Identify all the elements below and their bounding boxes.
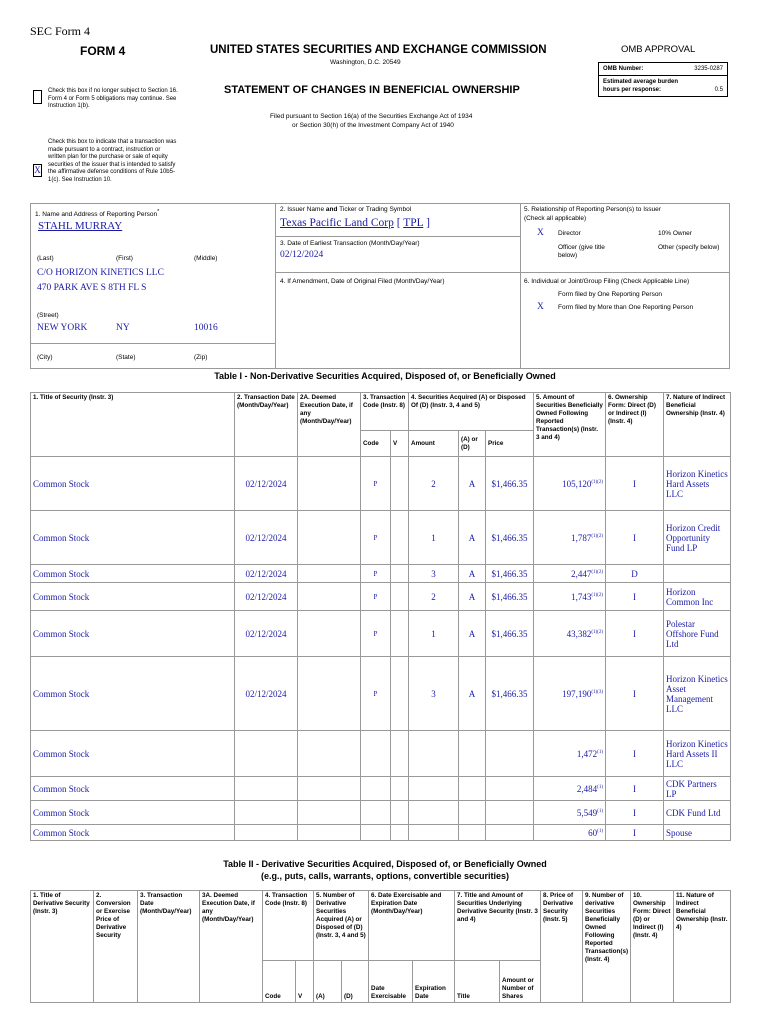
t1-col-acquired: 4. Securities Acquired (A) or Disposed Of (D) (Instr. 3, 4 and 5): [409, 393, 534, 431]
ownership-form: I: [606, 583, 664, 611]
footnote-ref[interactable]: (1): [597, 828, 604, 834]
zip-value: 10016: [194, 323, 218, 333]
price: $1,466.35: [486, 583, 534, 611]
v-flag: [391, 611, 409, 657]
reporting-person-label: 1. Name and Address of Reporting Person*: [35, 209, 160, 219]
transaction-date: 02/12/2024: [235, 583, 298, 611]
nature-of-ownership: CDK Fund Ltd: [664, 801, 731, 825]
t2-col-nature: 11. Nature of Indirect Beneficial Ownership (Instr. 4): [674, 891, 731, 1003]
footnote-ref[interactable]: (1)(2): [591, 479, 604, 485]
acquired-disposed: A: [459, 511, 486, 565]
table-row: [31, 565, 731, 583]
footnote-ref[interactable]: (1): [597, 784, 604, 790]
deemed-date: [298, 565, 361, 583]
state-value: NY: [116, 323, 130, 333]
acquired-disposed: [459, 801, 486, 825]
price: $1,466.35: [486, 565, 534, 583]
ownership-form: I: [606, 777, 664, 801]
acquired-disposed: A: [459, 457, 486, 511]
acquired-disposed: [459, 731, 486, 777]
t2-col-date: 3. Transaction Date (Month/Day/Year): [138, 891, 200, 1003]
ownership-form: I: [606, 457, 664, 511]
deemed-date: [298, 657, 361, 731]
owned-following: $197,190^{(1)(3)}$: [534, 657, 606, 731]
acquired-disposed: A: [459, 583, 486, 611]
deemed-date: [298, 611, 361, 657]
deemed-date: [298, 583, 361, 611]
street-label: (Street): [37, 312, 59, 319]
security-title: Common Stock: [31, 657, 235, 731]
table-row: [31, 611, 731, 657]
amendment-label: 4. If Amendment, Date of Original Filed (Month/Day/Year): [280, 278, 445, 285]
security-title: Common Stock: [31, 731, 235, 777]
t2-sub-code: Code: [263, 961, 296, 1003]
acquired-disposed: [459, 825, 486, 841]
nature-of-ownership: Horizon Kinetics Hard Assets LLC: [664, 457, 731, 511]
table-row: [31, 825, 731, 841]
hours-value: 0.5: [714, 87, 723, 93]
footnote-ref[interactable]: (1)(3): [591, 689, 604, 695]
security-title: Common Stock: [31, 565, 235, 583]
t1-sub-aord: (A) or (D): [459, 431, 486, 457]
t2-sub-exp: Expiration Date: [413, 961, 455, 1003]
amount: 1: [409, 611, 459, 657]
transaction-date: 02/12/2024: [235, 657, 298, 731]
t2-sub-v: V: [296, 961, 314, 1003]
transaction-date: [235, 777, 298, 801]
owned-following: $2,447^{(1)(2)}$: [534, 565, 606, 583]
security-title: Common Stock: [31, 611, 235, 657]
price: $1,466.35: [486, 657, 534, 731]
owned-following: $1,743^{(1)(2)}$: [534, 583, 606, 611]
v-flag: [391, 801, 409, 825]
nature-of-ownership: Horizon Kinetics Hard Assets II LLC: [664, 731, 731, 777]
t1-col-form: 6. Ownership Form: Direct (D) or Indirect (I) (Instr. 4): [606, 393, 664, 457]
acquired-disposed: A: [459, 657, 486, 731]
price: $1,466.35: [486, 457, 534, 511]
transaction-code: P: [361, 657, 391, 731]
transaction-date: 02/12/2024: [235, 457, 298, 511]
officer-label: Officer (give title below): [558, 244, 605, 259]
nature-of-ownership: CDK Partners LP: [664, 777, 731, 801]
v-flag: [391, 825, 409, 841]
t2-col-price: 8. Price of Derivative Security (Instr. 5): [541, 891, 583, 1003]
transaction-date: 02/12/2024: [235, 611, 298, 657]
table-row: [31, 801, 731, 825]
director-label: Director: [558, 230, 581, 237]
t2-col-code: 4. Transaction Code (Instr. 8): [263, 891, 314, 961]
t2-sub-amount: Amount or Number of Shares: [500, 961, 541, 1003]
table1-title: Table I - Non-Derivative Securities Acquired, Disposed of, or Beneficially Owned: [214, 371, 556, 381]
v-flag: [391, 657, 409, 731]
amount: [409, 825, 459, 841]
nature-of-ownership: Horizon Kinetics Asset Management LLC: [664, 657, 731, 731]
transaction-code: [361, 825, 391, 841]
deemed-date: [298, 511, 361, 565]
owned-following: $1,787^{(1)(2)}$: [534, 511, 606, 565]
location: Washington, D.C. 20549: [330, 59, 401, 66]
owned-following: 2,484$^{(1)}$: [534, 777, 606, 801]
amount: 3: [409, 657, 459, 731]
transaction-date: [235, 801, 298, 825]
filing-one-label: Form filed by One Reporting Person: [558, 291, 663, 298]
footnote-ref[interactable]: (1): [597, 749, 604, 755]
other-label: Other (specify below): [658, 244, 720, 251]
transaction-date: 02/12/2024: [235, 565, 298, 583]
filed-line-2: or Section 30(h) of the Investment Company Act of 1940: [292, 122, 454, 129]
director-mark[interactable]: X: [537, 228, 544, 238]
price: [486, 777, 534, 801]
ownership-form: I: [606, 825, 664, 841]
derivative-table: [30, 890, 731, 1003]
rule-10b5-checkbox[interactable]: X: [34, 165, 41, 175]
t1-sub-code: Code: [361, 431, 391, 457]
t2-col-exercisable: 6. Date Exercisable and Expiration Date (Month/Day/Year): [369, 891, 455, 961]
t1-col-deemed: 2A. Deemed Execution Date, if any (Month/Day/Year): [298, 393, 361, 457]
hours-label: hours per response:: [603, 87, 662, 93]
ownership-form: I: [606, 511, 664, 565]
earliest-date-label: 3. Date of Earliest Transaction (Month/Day/Year): [280, 240, 420, 247]
footnote-ref[interactable]: (1): [597, 808, 604, 814]
amount: 3: [409, 565, 459, 583]
security-title: Common Stock: [31, 457, 235, 511]
deemed-date: [298, 731, 361, 777]
filing-label: 6. Individual or Joint/Group Filing (Check Applicable Line): [524, 278, 690, 285]
burden-label: Estimated average burden: [603, 79, 679, 85]
transaction-code: P: [361, 583, 391, 611]
form-title: FORM 4: [80, 44, 126, 58]
price: [486, 801, 534, 825]
amount: 2: [409, 457, 459, 511]
transaction-code: P: [361, 611, 391, 657]
relationship-label: 5. Relationship of Reporting Person(s) to Issuer: [524, 206, 661, 213]
t2-sub-title: Title: [455, 961, 500, 1003]
transaction-code: [361, 801, 391, 825]
t2-col-underlying: 7. Title and Amount of Securities Underlying Derivative Security (Instr. 3 and 4): [455, 891, 541, 961]
owned-following: 5,549$^{(1)}$: [534, 801, 606, 825]
filing-more-mark[interactable]: X: [537, 302, 544, 312]
security-title: Common Stock: [31, 801, 235, 825]
t1-sub-v: V: [391, 431, 409, 457]
filed-line-1: Filed pursuant to Section 16(a) of the Securities Exchange Act of 1934: [270, 113, 473, 120]
v-flag: [391, 565, 409, 583]
address-line-1: C/O HORIZON KINETICS LLC: [37, 268, 164, 278]
v-flag: [391, 731, 409, 777]
non-derivative-table: [30, 392, 731, 841]
t1-col-code: 3. Transaction Code (Instr. 8): [361, 393, 409, 431]
transaction-date: [235, 731, 298, 777]
transaction-code: [361, 731, 391, 777]
amount: 2: [409, 583, 459, 611]
city-value: NEW YORK: [37, 323, 88, 333]
deemed-date: [298, 825, 361, 841]
ten-pct-owner-label: 10% Owner: [658, 230, 692, 237]
t2-col-title: 1. Title of Derivative Security (Instr. 3): [31, 891, 94, 1003]
table-row: [31, 777, 731, 801]
ownership-form: I: [606, 611, 664, 657]
transaction-code: P: [361, 511, 391, 565]
city-label: (City): [37, 354, 53, 361]
t2-col-deemed: 3A. Deemed Execution Date, if any (Month/Day/Year): [200, 891, 263, 1003]
v-flag: [391, 583, 409, 611]
rule-10b5-text: Check this box to indicate that a transaction was made pursuant to a contract, instruction or written plan for the purchase or sale of equity securities of the issuer that is intended to satisfy the affirmative defense conditions of Rule 10b5-1(c). See Instruction 10.: [48, 139, 177, 183]
ownership-form: D: [606, 565, 664, 583]
omb-approval-box: [598, 62, 728, 97]
v-flag: [391, 457, 409, 511]
t2-col-number: 5. Number of Derivative Securities Acquired (A) or Disposed of (D) (Instr. 3, 4 and 5): [314, 891, 369, 961]
ownership-form: I: [606, 657, 664, 731]
t1-sub-price: Price: [486, 431, 534, 457]
footnote-ref[interactable]: (1)(2): [591, 629, 604, 635]
acquired-disposed: [459, 777, 486, 801]
security-title: Common Stock: [31, 511, 235, 565]
transaction-date: 02/12/2024: [235, 511, 298, 565]
table-row: [31, 731, 731, 777]
price: [486, 731, 534, 777]
earliest-date-value: 02/12/2024: [280, 250, 324, 260]
table2-title: Table II - Derivative Securities Acquired, Disposed of, or Beneficially Owned: [223, 859, 547, 869]
footnote-ref[interactable]: (1)(2): [591, 533, 604, 539]
middle-label: (Middle): [194, 255, 218, 262]
omb-number-value: 3235-0287: [694, 66, 723, 72]
price: $1,466.35: [486, 511, 534, 565]
amount: 1: [409, 511, 459, 565]
deemed-date: [298, 801, 361, 825]
filing-more-label: Form filed by More than One Reporting Person: [558, 304, 694, 311]
ownership-form: I: [606, 801, 664, 825]
nature-of-ownership: Horizon Credit Opportunity Fund LP: [664, 511, 731, 565]
v-flag: [391, 777, 409, 801]
nature-of-ownership: Polestar Offshore Fund Ltd: [664, 611, 731, 657]
table-row: [31, 511, 731, 565]
deemed-date: [298, 457, 361, 511]
t1-col-date: 2. Transaction Date (Month/Day/Year): [235, 393, 298, 457]
nature-of-ownership: Horizon Common Inc: [664, 583, 731, 611]
sec-form-label: SEC Form 4: [30, 24, 91, 38]
table-row: [31, 457, 731, 511]
statement-title: STATEMENT OF CHANGES IN BENEFICIAL OWNERSHIP: [224, 84, 520, 96]
security-title: Common Stock: [31, 777, 235, 801]
t2-sub-date-ex: Date Exercisable: [369, 961, 413, 1003]
no-longer-subject-text: Check this box if no longer subject to Section 16. Form 4 or Form 5 obligations may continue. See Instruction 1(b).: [48, 88, 178, 109]
amount: [409, 731, 459, 777]
v-flag: [391, 511, 409, 565]
t1-col-owned: 5. Amount of Securities Beneficially Owned Following Reported Transaction(s) (Instr. 3 and 4): [534, 393, 606, 457]
owned-following: 1,472$^{(1)}$: [534, 731, 606, 777]
t2-sub-d: (D): [342, 961, 369, 1003]
price: $1,466.35: [486, 611, 534, 657]
last-label: (Last): [37, 255, 54, 262]
t2-col-form: 10. Ownership Form: Direct (D) or Indirect (I) (Instr. 4): [631, 891, 674, 1003]
ownership-form: I: [606, 731, 664, 777]
t2-col-conversion: 2. Conversion or Exercise Price of Derivative Security: [94, 891, 138, 1003]
t1-col-title: 1. Title of Security (Instr. 3): [31, 393, 235, 457]
acquired-disposed: A: [459, 565, 486, 583]
acquired-disposed: A: [459, 611, 486, 657]
security-title: Common Stock: [31, 825, 235, 841]
commission-title: UNITED STATES SECURITIES AND EXCHANGE COMMISSION: [210, 44, 547, 56]
table-row: [31, 583, 731, 611]
price: [486, 825, 534, 841]
table-row: [31, 657, 731, 731]
deemed-date: [298, 777, 361, 801]
owned-following: 60$^{(1)}$: [534, 825, 606, 841]
no-longer-subject-checkbox[interactable]: [33, 90, 42, 104]
issuer-name-ticker[interactable]: Texas Pacific Land Corp [ TPL ]: [280, 217, 430, 229]
amount: [409, 801, 459, 825]
reporting-person-name[interactable]: STAHL MURRAY: [38, 220, 123, 232]
state-label: (State): [116, 354, 136, 361]
owned-following: $43,382^{(1)(2)}$: [534, 611, 606, 657]
table2-subtitle: (e.g., puts, calls, warrants, options, convertible securities): [260, 871, 510, 881]
transaction-code: [361, 777, 391, 801]
t2-col-owned: 9. Number of derivative Securities Beneficially Owned Following Reported Transaction(s) (Instr. 4): [583, 891, 631, 1003]
footnote-ref[interactable]: (1)(2): [591, 592, 604, 598]
first-label: (First): [116, 255, 133, 262]
t1-sub-amount: Amount: [409, 431, 459, 457]
transaction-date: [235, 825, 298, 841]
zip-label: (Zip): [194, 354, 208, 361]
nature-of-ownership: Spouse: [664, 825, 731, 841]
amount: [409, 777, 459, 801]
issuer-label: 2. Issuer Name and Ticker or Trading Symbol: [280, 206, 412, 213]
transaction-code: P: [361, 457, 391, 511]
owned-following: $105,120^{(1)(2)}$: [534, 457, 606, 511]
address-line-2: 470 PARK AVE S 8TH FL S: [37, 283, 147, 293]
omb-title: OMB APPROVAL: [621, 44, 696, 55]
nature-of-ownership: [664, 565, 731, 583]
omb-number-label: OMB Number:: [603, 66, 644, 72]
t2-sub-a: (A): [314, 961, 342, 1003]
security-title: Common Stock: [31, 583, 235, 611]
transaction-code: P: [361, 565, 391, 583]
t1-col-nature: 7. Nature of Indirect Beneficial Ownership (Instr. 4): [664, 393, 731, 457]
footnote-ref[interactable]: (1)(2): [591, 569, 604, 575]
relationship-sub: (Check all applicable): [524, 215, 587, 222]
